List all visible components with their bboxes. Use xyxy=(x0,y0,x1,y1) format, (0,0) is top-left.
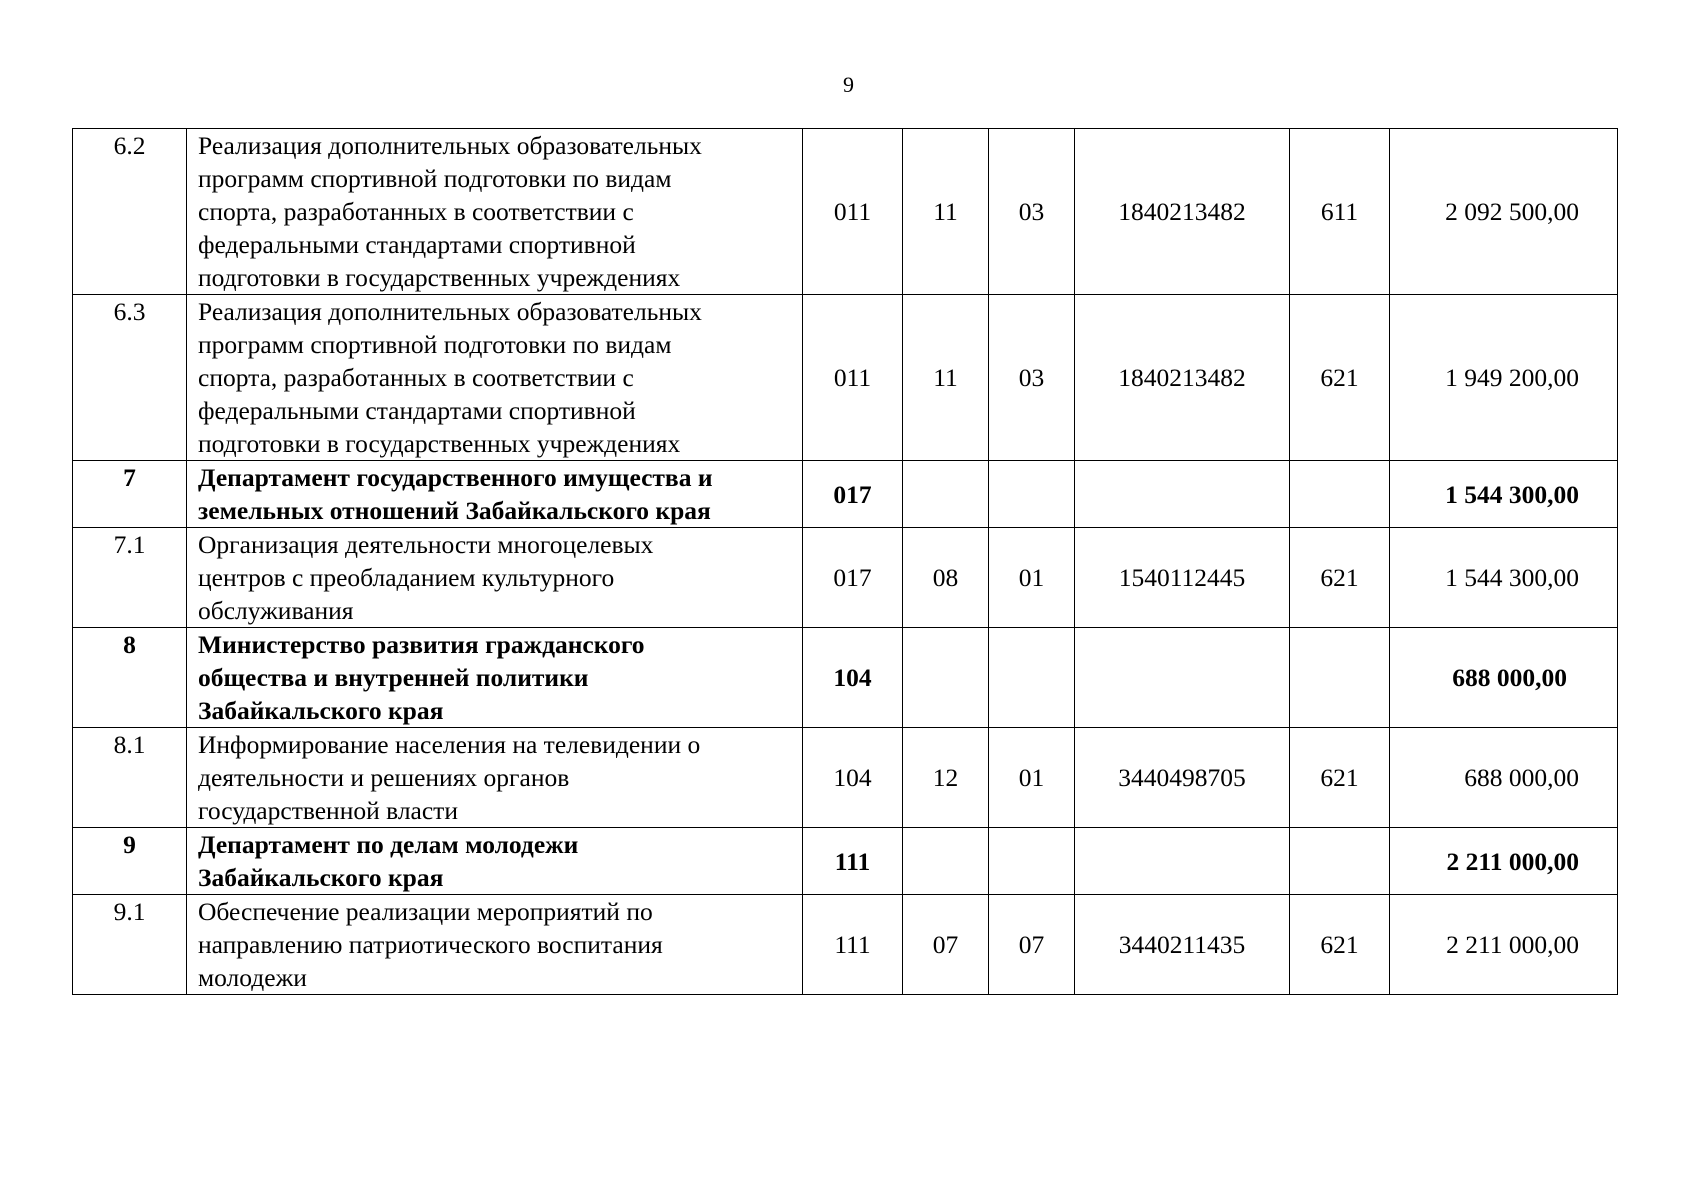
cell-amount: 688 000,00 xyxy=(1390,628,1618,728)
cell-amount: 2 211 000,00 xyxy=(1390,828,1618,895)
cell-subsection-code: 01 xyxy=(989,728,1075,828)
cell-section-code: 11 xyxy=(903,295,989,461)
cell-item-name xyxy=(187,461,803,528)
item-name-line: общества и внутренней политики xyxy=(198,663,589,692)
item-name-line: Информирование населения на телевидении о xyxy=(198,730,701,759)
cell-grbs-code: 104 xyxy=(803,728,903,828)
cell-expense-type-code: 611 xyxy=(1290,129,1390,295)
item-name-line: подготовки в государственных учреждениях xyxy=(198,429,681,458)
cell-subsection-code: 01 xyxy=(989,528,1075,628)
cell-target-article-code xyxy=(1075,828,1290,895)
item-name-line: земельных отношений Забайкальского края xyxy=(198,496,711,525)
cell-item-number: 9 xyxy=(73,828,187,895)
cell-section-code: 12 xyxy=(903,728,989,828)
table-body xyxy=(73,129,1618,995)
table-row xyxy=(73,528,1618,628)
cell-item-name xyxy=(187,895,803,995)
item-name-line: Забайкальского края xyxy=(198,863,444,892)
table-row xyxy=(73,628,1618,728)
cell-amount: 1 544 300,00 xyxy=(1390,528,1618,628)
item-name-line: программ спортивной подготовки по видам xyxy=(198,330,672,359)
item-name-line: спорта, разработанных в соответствии с xyxy=(198,363,634,392)
item-name-line: федеральными стандартами спортивной xyxy=(198,396,636,425)
cell-expense-type-code xyxy=(1290,461,1390,528)
cell-grbs-code: 111 xyxy=(803,828,903,895)
cell-item-name xyxy=(187,828,803,895)
cell-section-code xyxy=(903,828,989,895)
table-row xyxy=(73,828,1618,895)
cell-expense-type-code: 621 xyxy=(1290,295,1390,461)
cell-amount: 2 211 000,00 xyxy=(1390,895,1618,995)
table-row xyxy=(73,895,1618,995)
cell-amount: 1 544 300,00 xyxy=(1390,461,1618,528)
page-number: 9 xyxy=(843,72,854,97)
cell-item-name xyxy=(187,129,803,295)
item-name-line: деятельности и решениях органов xyxy=(198,763,570,792)
table-row xyxy=(73,295,1618,461)
item-name-line: Департамент государственного имущества и xyxy=(198,463,713,492)
item-name-line: Забайкальского края xyxy=(198,696,444,725)
cell-subsection-code: 03 xyxy=(989,295,1075,461)
cell-expense-type-code: 621 xyxy=(1290,895,1390,995)
item-name-line: Департамент по делам молодежи xyxy=(198,830,579,859)
cell-target-article-code: 1840213482 xyxy=(1075,129,1290,295)
cell-item-name xyxy=(187,628,803,728)
budget-allocation-table xyxy=(72,128,1618,995)
item-name-line: программ спортивной подготовки по видам xyxy=(198,164,672,193)
cell-item-number: 9.1 xyxy=(73,895,187,995)
cell-item-number: 6.3 xyxy=(73,295,187,461)
cell-amount: 2 092 500,00 xyxy=(1390,129,1618,295)
cell-amount: 688 000,00 xyxy=(1390,728,1618,828)
cell-target-article-code xyxy=(1075,628,1290,728)
item-name-line: спорта, разработанных в соответствии с xyxy=(198,197,634,226)
item-name-line: молодежи xyxy=(198,963,307,992)
cell-section-code: 07 xyxy=(903,895,989,995)
cell-target-article-code: 1840213482 xyxy=(1075,295,1290,461)
cell-grbs-code: 111 xyxy=(803,895,903,995)
item-name-line: обслуживания xyxy=(198,596,354,625)
cell-expense-type-code: 621 xyxy=(1290,728,1390,828)
cell-target-article-code: 3440211435 xyxy=(1075,895,1290,995)
item-name-line: Министерство развития гражданского xyxy=(198,630,645,659)
cell-item-name xyxy=(187,728,803,828)
cell-item-number: 6.2 xyxy=(73,129,187,295)
cell-expense-type-code: 621 xyxy=(1290,528,1390,628)
cell-subsection-code xyxy=(989,828,1075,895)
cell-target-article-code xyxy=(1075,461,1290,528)
cell-subsection-code: 03 xyxy=(989,129,1075,295)
cell-section-code: 11 xyxy=(903,129,989,295)
cell-grbs-code: 011 xyxy=(803,295,903,461)
cell-grbs-code: 104 xyxy=(803,628,903,728)
cell-item-number: 7 xyxy=(73,461,187,528)
item-name-line: направлению патриотического воспитания xyxy=(198,930,663,959)
cell-amount: 1 949 200,00 xyxy=(1390,295,1618,461)
cell-subsection-code: 07 xyxy=(989,895,1075,995)
item-name-line: федеральными стандартами спортивной xyxy=(198,230,636,259)
item-name-line: Реализация дополнительных образовательных xyxy=(198,297,702,326)
cell-section-code: 08 xyxy=(903,528,989,628)
cell-item-number: 7.1 xyxy=(73,528,187,628)
cell-section-code xyxy=(903,628,989,728)
item-name-line: подготовки в государственных учреждениях xyxy=(198,263,681,292)
cell-target-article-code: 3440498705 xyxy=(1075,728,1290,828)
cell-expense-type-code xyxy=(1290,828,1390,895)
table-row xyxy=(73,728,1618,828)
cell-item-name xyxy=(187,528,803,628)
item-name-line: Обеспечение реализации мероприятий по xyxy=(198,897,653,926)
table-row xyxy=(73,129,1618,295)
item-name-line: государственной власти xyxy=(198,796,458,825)
item-name-line: Организация деятельности многоцелевых xyxy=(198,530,654,559)
cell-section-code xyxy=(903,461,989,528)
cell-item-name xyxy=(187,295,803,461)
cell-grbs-code: 011 xyxy=(803,129,903,295)
cell-grbs-code: 017 xyxy=(803,528,903,628)
item-name-line: Реализация дополнительных образовательных xyxy=(198,131,702,160)
table-row xyxy=(73,461,1618,528)
cell-subsection-code xyxy=(989,461,1075,528)
item-name-line: центров с преобладанием культурного xyxy=(198,563,615,592)
cell-subsection-code xyxy=(989,628,1075,728)
cell-expense-type-code xyxy=(1290,628,1390,728)
cell-item-number: 8.1 xyxy=(73,728,187,828)
cell-grbs-code: 017 xyxy=(803,461,903,528)
cell-item-number: 8 xyxy=(73,628,187,728)
cell-target-article-code: 1540112445 xyxy=(1075,528,1290,628)
